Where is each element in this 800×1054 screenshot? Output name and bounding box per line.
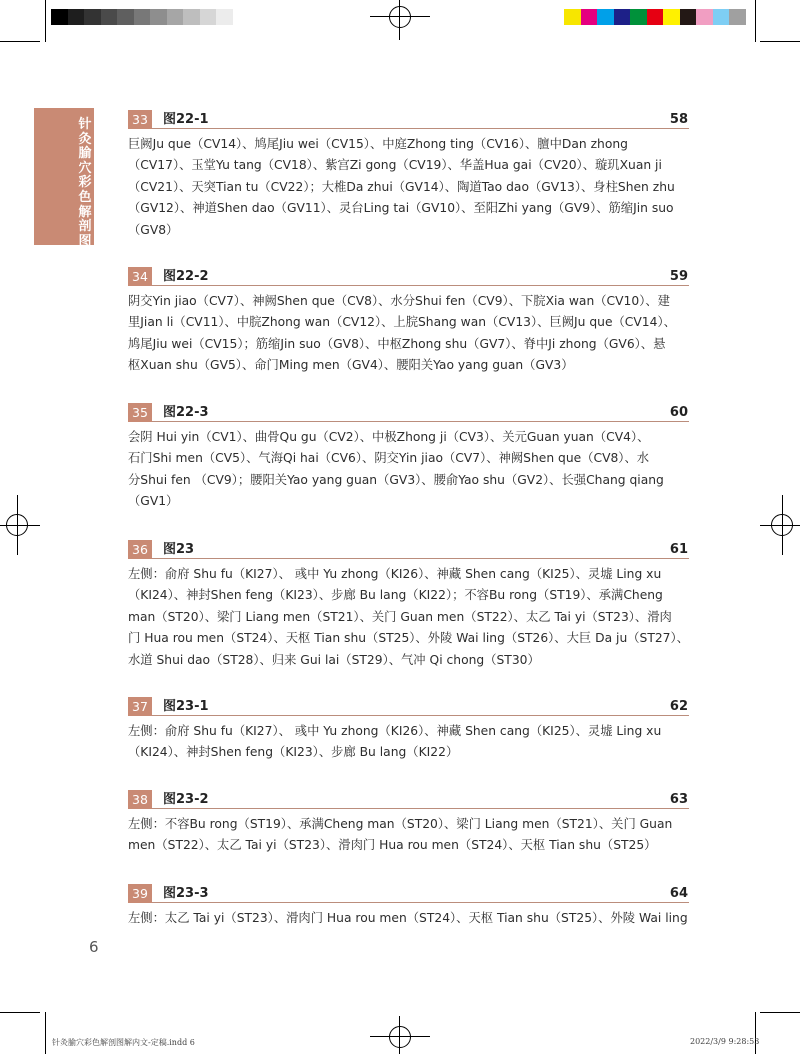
index-entry [128,267,689,377]
entry-header [128,790,689,809]
color-swatch [68,9,85,25]
entry-line: （GV8） [128,222,179,237]
entry-page-number: 62 [669,699,688,714]
entry-number-badge: 35 [128,403,152,422]
entry-line: （KI24）、神封Shen feng（KI23）、步廊 Bu lang（KI22） [128,745,459,760]
entry-header [128,884,689,903]
color-swatch [216,9,233,25]
entry-line: （GV12）、神道Shen dao（GV11）、灵台Ling tai（GV10）、至阳Zhi yang（GV9）、筋缩Jin suo [128,201,674,216]
entry-line: 阴交Yin jiao（CV7）、神阙Shen que（CV8）、水分Shui fen（CV9）、下脘Xia wan（CV10）、建 [128,294,670,308]
entry-line: men（ST22）、太乙 Tai yi（ST23）、滑肉门 Hua rou men（ST24）、天枢 Tian shu（ST25） [128,838,657,853]
entry-line: 里Jian li（CV11）、中脘Zhong wan（CV12）、上脘Shang wan（CV13）、巨阙Ju que（CV14）、 [128,315,676,330]
entry-line: 水道 Shui dao（ST28）、归来 Gui lai（ST29）、气冲 Qi chong（ST30） [128,652,540,667]
entry-header [128,267,689,286]
crop-mark [0,1012,40,1013]
entry-line: 左侧：俞府 Shu fu（KI27）、 彧中 Yu zhong（KI26）、神藏 Shen cang（KI25）、灵墟 Ling xu [128,724,662,738]
entry-line: 鸠尾Jiu wei（CV15）；筋缩Jin suo（GV8）、中枢Zhong shu（GV7）、脊中Ji zhong（GV6）、悬 [128,336,666,351]
entry-line: 左侧：俞府 Shu fu（KI27）、 彧中 Yu zhong（KI26）、神藏 Shen cang（KI25）、灵墟 Ling xu [128,567,662,581]
entry-page-number: 61 [669,542,688,557]
entry-body [128,134,689,241]
color-swatch [233,9,250,25]
color-swatch [150,9,167,25]
color-swatch [84,9,101,25]
entry-number-badge: 33 [128,110,152,129]
crop-mark [0,41,40,42]
color-swatch [117,9,134,25]
entry-figure-label: 图22-2 [163,269,209,284]
color-swatch [630,9,647,25]
crop-mark [45,0,46,42]
index-entry [128,540,689,671]
entry-page-number: 58 [669,112,688,127]
crop-mark [760,1012,800,1013]
index-entry [128,110,689,241]
index-entry [128,403,689,513]
entry-figure-label: 图22-1 [163,112,209,127]
color-swatch [183,9,200,25]
entry-line: （CV21）、天突Tian tu（CV22）；大椎Da zhui（GV14）、陶道Tao dao（GV13）、身柱Shen zhu [128,179,675,194]
entry-line: 分Shui fen （CV9）；腰阳关Yao yang guan（GV3）、腰俞Yao shu（GV2）、长强Chang qiang [128,472,664,487]
entry-body [128,427,689,513]
color-swatch [729,9,746,25]
color-swatch [200,9,217,25]
entry-line: 左侧：不容Bu rong（ST19）、承满Cheng man（ST20）、梁门 Liang men（ST21）、关门 Guan [128,817,673,831]
entry-number-badge: 39 [128,884,152,903]
index-entry [128,790,689,857]
slug-filename: 针灸腧穴彩色解剖图解内文-定稿.indd 6 [52,1038,195,1047]
entry-line: （GV1） [128,494,179,509]
color-swatch [597,9,614,25]
index-entry [128,697,689,764]
page-number: 6 [89,938,99,956]
entry-header [128,540,689,559]
entry-body [128,291,689,377]
entry-body [128,908,689,929]
registration-mark [389,6,411,28]
crop-mark [755,1012,756,1054]
entry-line: 枢Xuan shu（GV5）、命门Ming men（GV4）、腰阳关Yao yang guan（GV3） [128,358,574,373]
color-swatch [101,9,118,25]
entry-line: 巨阙Ju que（CV14）、鸠尾Jiu wei（CV15）、中庭Zhong ting（CV16）、膻中Dan zhong [128,137,628,151]
entry-number-badge: 38 [128,790,152,809]
entry-line: （KI24）、神封Shen feng（KI23）、步廊 Bu lang（KI22）；不容Bu rong（ST19）、承满Cheng [128,588,663,603]
entry-line: man（ST20）、梁门 Liang men（ST21）、关门 Guan men（ST22）、太乙 Tai yi（ST23）、滑肉 [128,609,672,624]
entry-number-badge: 36 [128,540,152,559]
color-swatch [647,9,664,25]
slug-timestamp: 2022/3/9 9:28:53 [690,1037,760,1046]
entry-figure-label: 图22-3 [163,405,209,420]
entry-body [128,564,689,671]
color-swatch [167,9,184,25]
entry-page-number: 64 [669,886,688,901]
entry-header [128,697,689,716]
entry-figure-label: 图23 [163,542,195,557]
entry-body [128,721,689,764]
entry-header [128,110,689,129]
crop-mark [45,1012,46,1054]
crop-mark [760,41,800,42]
color-swatch [581,9,598,25]
color-swatch [713,9,730,25]
entry-figure-label: 图23-3 [163,886,209,901]
color-swatch [134,9,151,25]
entry-page-number: 63 [669,792,688,807]
entry-body [128,814,689,857]
entry-number-badge: 34 [128,267,152,286]
entry-line: （CV17）、玉堂Yu tang（CV18）、紫宫Zi gong（CV19）、华盖Hua gai（CV20）、璇玑Xuan ji [128,158,662,173]
gray-color-bar [51,9,249,25]
entry-line: 会阴 Hui yin（CV1）、曲骨Qu gu（CV2）、中极Zhong ji（CV3）、关元Guan yuan（CV4）、 [128,430,650,444]
entry-figure-label: 图23-2 [163,792,209,807]
color-swatch [564,9,581,25]
side-tab-title: 针灸腧穴彩色解剖图解 [78,117,92,264]
registration-mark [771,514,793,536]
entry-page-number: 59 [669,269,688,284]
entry-header [128,403,689,422]
crop-mark [755,0,756,42]
registration-mark [389,1026,411,1048]
color-swatch [663,9,680,25]
entry-number-badge: 37 [128,697,152,716]
entry-line: 门 Hua rou men（ST24）、天枢 Tian shu（ST25）、外陵 Wai ling（ST26）、大巨 Da ju（ST27）、 [128,631,689,646]
process-color-bar [564,9,746,25]
color-swatch [680,9,697,25]
entry-page-number: 60 [669,405,688,420]
color-swatch [614,9,631,25]
index-entry [128,884,689,929]
color-swatch [51,9,68,25]
entry-line: 石门Shi men（CV5）、气海Qi hai（CV6）、阴交Yin jiao（CV7）、神阙Shen que（CV8）、水 [128,451,650,466]
color-swatch [696,9,713,25]
registration-mark [6,514,28,536]
entry-line: 左侧：太乙 Tai yi（ST23）、滑肉门 Hua rou men（ST24）、天枢 Tian shu（ST25）、外陵 Wai ling [128,911,688,925]
entry-figure-label: 图23-1 [163,699,209,714]
